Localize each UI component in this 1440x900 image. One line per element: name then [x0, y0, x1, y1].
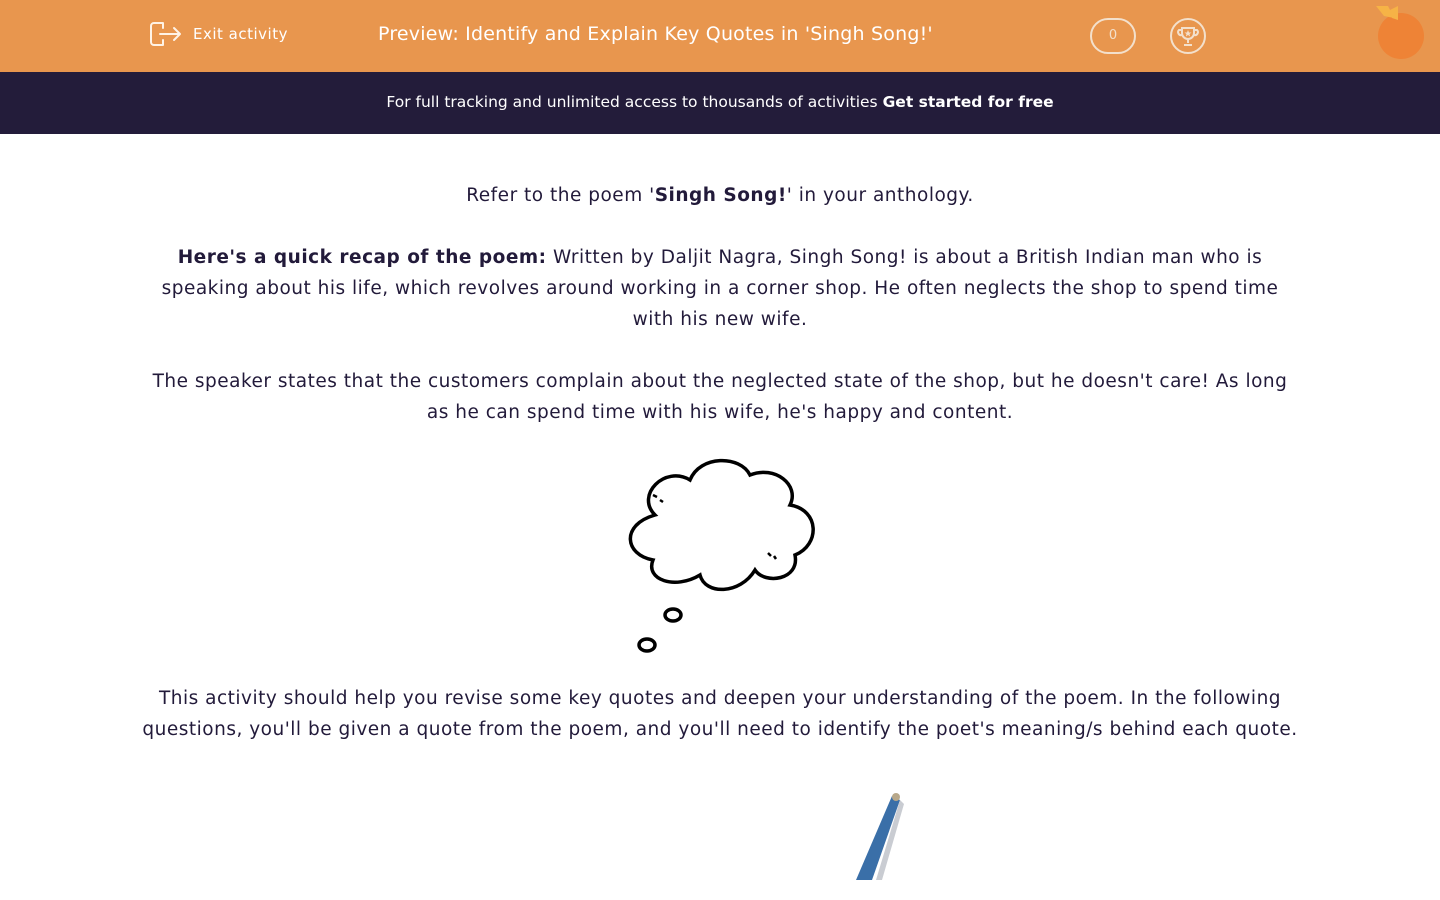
pen-icon: [830, 790, 910, 880]
poem-title: Singh Song!: [654, 185, 787, 206]
page-title: Preview: Identify and Explain Key Quotes in 'Singh Song!': [378, 23, 933, 45]
trophy-button[interactable]: [1170, 18, 1206, 54]
exit-label: Exit activity: [193, 25, 288, 43]
activity-intro: [140, 134, 1300, 866]
thought-bubble-image: [615, 455, 825, 655]
trophy-icon: [1177, 25, 1199, 47]
recap-label: Here's a quick recap of the poem:: [177, 247, 547, 268]
signup-banner: [0, 72, 1440, 134]
exit-icon: [149, 20, 183, 48]
intro-paragraph: [140, 180, 1300, 211]
exit-activity-button[interactable]: [149, 20, 288, 48]
pen-image: [140, 776, 1300, 866]
recap-text: Written by Daljit Nagra, Singh Song! is about a British Indian man who is speaking about his life, which revolves around working in a corner shop. He often neglects the shop to spend time with his new wife.: [161, 247, 1279, 330]
logo-icon: [1376, 6, 1432, 62]
text: ' in your anthology.: [786, 185, 974, 206]
text: Refer to the poem ': [466, 185, 655, 206]
activity-paragraph: This activity should help you revise some key quotes and deepen your understanding of the poem. In the following questions, you'll be given a quote from the poem, and you'll need to identify the poet's meaning/s behind each quote.: [142, 688, 1298, 740]
get-started-link[interactable]: Get started for free: [882, 93, 1054, 111]
recap-paragraph: [140, 242, 1300, 335]
speaker-paragraph: The speaker states that the customers complain about the neglected state of the shop, but he doesn't care! As long as he can spend time with his wife, he's happy and content.: [152, 371, 1288, 423]
header-bar: [0, 0, 1440, 72]
score-badge: 0: [1090, 18, 1136, 54]
banner-text: For full tracking and unlimited access to thousands of activities: [386, 93, 883, 111]
